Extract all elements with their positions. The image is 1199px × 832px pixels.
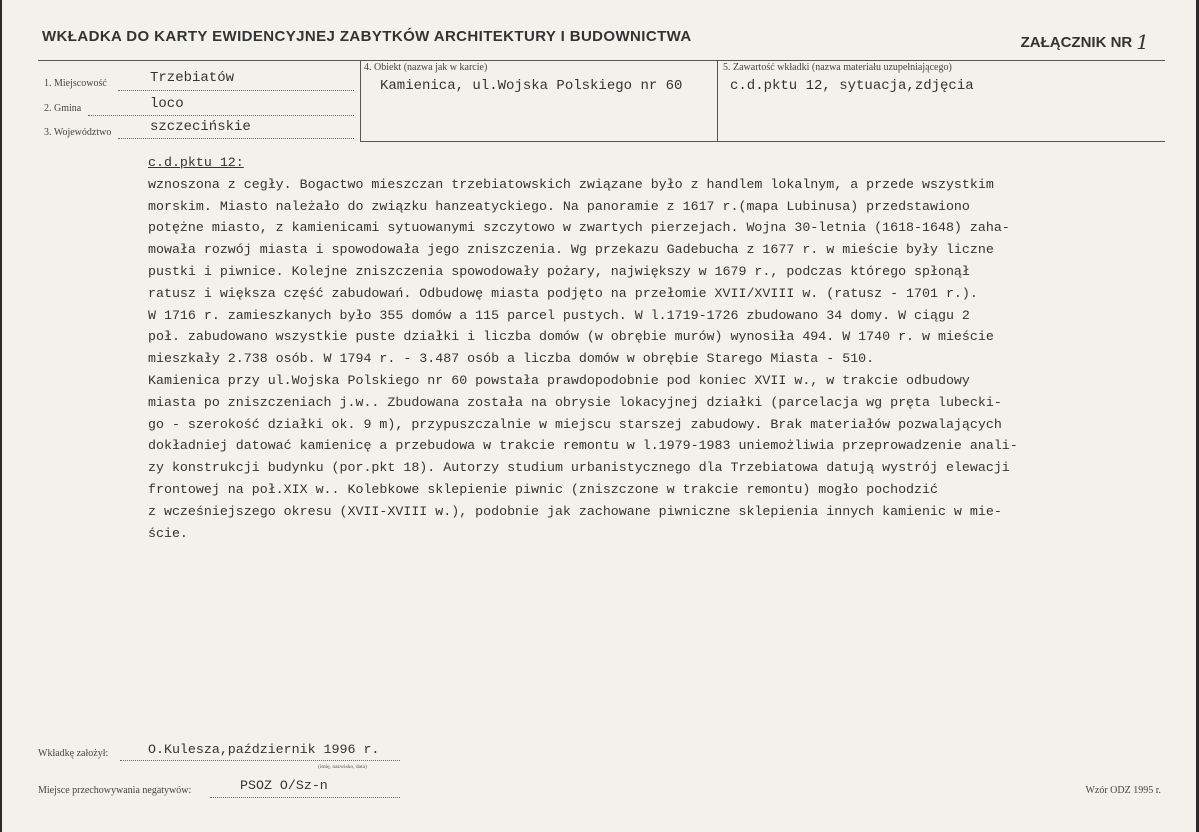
body-line: poł. zabudowano wszystkie puste działki i liczba domów (w obrębie murów) wynosiła 494. W 1740 r. w mieście: [148, 329, 994, 345]
negatywy-dotline: [210, 797, 400, 798]
zawartosc-value: c.d.pktu 12, sytuacja,zdjęcia: [730, 78, 974, 94]
body-line: go - szerokość działki ok. 9 m), przypuszczalnie w miejscu starszej zabudowy. Brak materiałów pozwalających: [148, 416, 1002, 432]
wojewodztwo-label: 3. Województwo: [44, 127, 112, 138]
annex-label-text: ZAŁĄCZNIK NR: [1020, 34, 1133, 51]
form-template-note: Wzór ODZ 1995 r.: [1085, 785, 1161, 796]
miejscowosc-value: Trzebiatów: [150, 70, 235, 86]
body-line: morskim. Miasto należało do związku hanzeatyckiego. Na panoramie z 1617 r.(mapa Lubinusa) przedstawiono: [148, 198, 970, 214]
body-line: Kamienica przy ul.Wojska Polskiego nr 60 powstała prawdopodobnie pod koniec XVII w., w trakcie odbudowy: [148, 372, 970, 388]
gmina-dotline: [88, 115, 354, 116]
zalozyl-caption: (imię, nazwisko, data): [318, 764, 367, 770]
negatywy-label: Miejsce przechowywania negatywów:: [38, 785, 192, 796]
body-line: W 1716 r. zamieszkanych było 355 domów a 115 parcel pustych. W l.1719-1726 zbudowano 34 domy. W ciągu 2: [148, 307, 970, 323]
header-top-rule: [38, 60, 1165, 61]
column-divider-2: [717, 60, 718, 142]
obiekt-label: 4. Obiekt (nazwa jak w karcie): [364, 62, 488, 73]
miejscowosc-dotline: [118, 90, 354, 91]
form-title: WKŁADKA DO KARTY EWIDENCYJNEJ ZABYTKÓW ARCHITEKTURY I BUDOWNICTWA: [42, 28, 692, 45]
body-line: wznoszona z cegły. Bogactwo mieszczan trzebiatowskich związane było z handlem lokalnym, a przede wszystkim: [148, 176, 994, 192]
negatywy-value: PSOZ O/Sz-n: [240, 778, 328, 793]
zalozyl-label: Wkładkę założył:: [38, 748, 109, 759]
body-line: pustki i piwnice. Kolejne zniszczenia spowodowały pożary, największy w 1679 r., podczas którego spłonął: [148, 263, 970, 279]
left-edge-strip: [0, 0, 2, 832]
obiekt-value: Kamienica, ul.Wojska Polskiego nr 60: [380, 78, 683, 94]
wojewodztwo-dotline: [118, 138, 354, 139]
gmina-value: loco: [150, 96, 184, 112]
column-divider-1: [360, 60, 361, 142]
annex-number: 1: [1136, 30, 1149, 54]
miejscowosc-label: 1. Miejscowość: [44, 78, 107, 89]
body-line: ście.: [148, 525, 188, 541]
body-heading: c.d.pktu 12:: [148, 155, 244, 170]
zalozyl-dotline: [120, 760, 400, 761]
zalozyl-value: O.Kulesza,październik 1996 r.: [148, 742, 380, 757]
body-line: mieszkały 2.738 osób. W 1794 r. - 3.487 osób a liczba domów w obrębie Starego Miasta - 510.: [148, 351, 875, 367]
zawartosc-label: 5. Zawartość wkładki (nazwa materiału uzupełniającego): [723, 62, 952, 73]
header-bottom-rule: [360, 141, 1165, 142]
body-line: z wcześniejszego okresu (XVII-XVIII w.), podobnie jak zachowane piwniczne sklepienia innych kamienic w mie-: [148, 503, 1002, 519]
body-line: potężne miasto, z kamienicami sytuowanymi szczytowo w zwartych pierzejach. Wojna 30-letnia (1618-1648) zaha-: [148, 220, 1010, 236]
body-line: dokładniej datować kamienicę a przebudowa w trakcie remontu w l.1979-1983 uniemożliwia przeprowadzenie anali-: [148, 438, 1018, 454]
gmina-label: 2. Gmina: [44, 103, 82, 114]
body-line: frontowej na poł.XIX w.. Kolebkowe sklepienie piwnic (zniszczone w trakcie remontu) mogło pochodzić: [148, 481, 938, 497]
wojewodztwo-value: szczecińskie: [150, 119, 251, 135]
annex-label: [1021, 28, 1149, 52]
body-line: zy konstrukcji budynku (por.pkt 18). Autorzy studium urbanistycznego dla Trzebiatowa datują wystrój elewacji: [148, 460, 1010, 476]
body-line: miasta po zniszczeniach j.w.. Zbudowana została na obrysie lokacyjnej działki (parcelacja wg pręta lubecki-: [148, 394, 1002, 410]
body-line: ratusz i większa część zabudowań. Odbudowę miasta podjęto na przełomie XVII/XVIII w. (ratusz - 1701 r.).: [148, 285, 978, 301]
body-text: [148, 152, 1108, 544]
body-line: mowała rozwój miasta i spowodowała jego zniszczenia. Wg przekazu Gadebucha z 1677 r. w mieście były liczne: [148, 242, 994, 258]
